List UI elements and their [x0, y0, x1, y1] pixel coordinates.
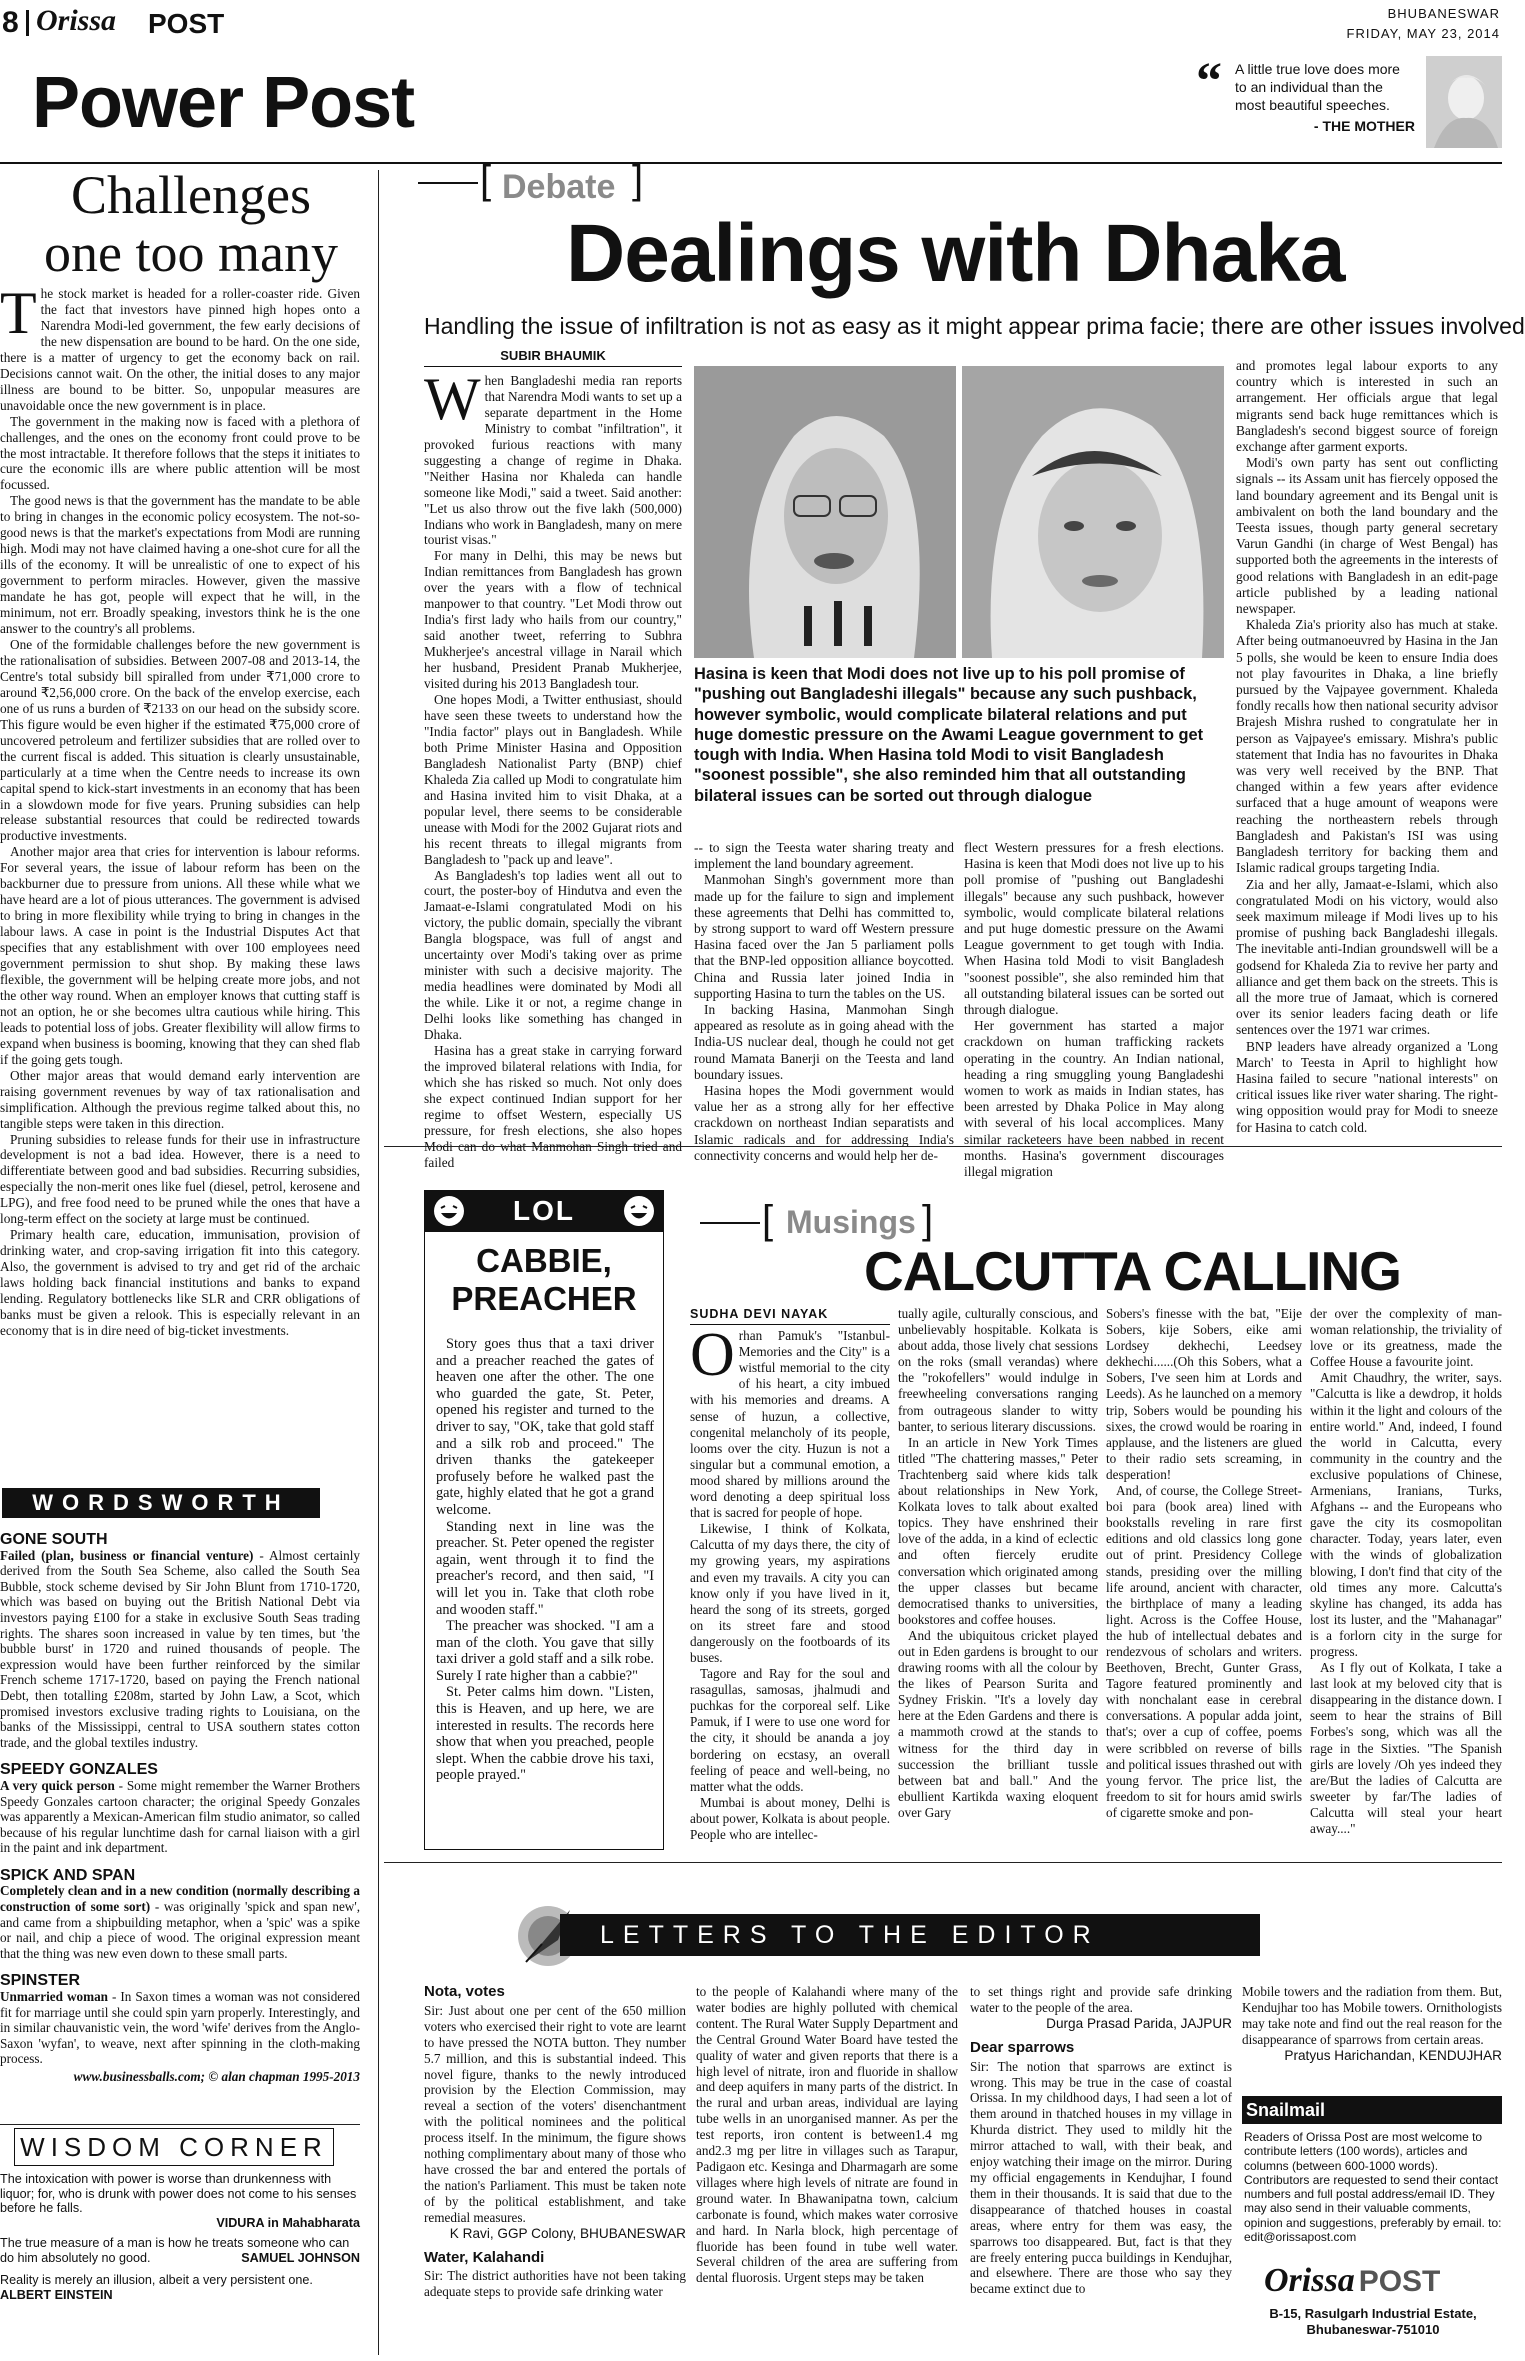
letter-body: to the people of Kalahandi where many of the water bodies are highly polluted with chemical content. The Rural Water Supply Department and the Central Ground Water Board have tested the quality of water and given reports that there is a high level of nitrate, iron and fluoride in shallow and deep aquifers in many parts of the district. In the rural and urban areas, individual are laying tube wells in an unorganised manner. As per the test reports, iron content is between1.4 mg and2.3 mg per litre in villages such as Tarapur, Padigaon etc. Kesinga and Dharmagarh are some villages where high levels of nitrate are found in ground water. In Bhawanipatna town, calcium carbonate is found, which makes water corrosive and hard. In Narla block, high percentage of fluoride has been found in tube well water. Several children of the area are suffering from dental fluorosis. Urgent steps may be taken	[696, 1984, 958, 2286]
debate-bottom-rule	[384, 1146, 1502, 1147]
wisdom-author: VIDURA in Mahabharata	[216, 2215, 360, 2230]
masthead-quote: A little true love does more to an individual than the most beautiful speeches.	[1235, 61, 1400, 113]
lol-paragraph: St. Peter calms him down. "Listen, this is Heaven, and up here, we are interested in results. The records here show that when you preached, people slept. When the cabbie drove his taxi, people prayed."	[436, 1684, 654, 1784]
debate-column-1	[424, 348, 682, 1170]
letters-banner-label: LETTERS TO THE EDITOR	[600, 1921, 1100, 1949]
wisdom-banner: WISDOM CORNER	[14, 2128, 334, 2166]
letters-column-1	[424, 1984, 686, 2354]
musings-column-3	[1106, 1306, 1302, 1846]
wisdom-author: ALBERT EINSTEIN	[0, 2287, 113, 2302]
musings-byline: SUDHA DEVI NAYAK	[690, 1306, 890, 1325]
wisdom-quote: The true measure of a man is how he treats someone who can do him absolutely no good.	[0, 2236, 350, 2265]
debate-paragraph: Khaleda Zia's priority also has much at stake. After being outmanoeuvred by Hasina in the Jan 5 polls, she would be keen to ensure India does not play favourites in Dhaka, a line briefly pursued by the Vajpayee government. Khaleda fondly recalls how then national security advisor Brajesh Mishra rushed to congratulate her in person as Vajpayee's emissary. Mishra's public statement that India has no favourites in Dhaka was very well received by the BNP. That changed within a few years after evidence surfaced that a huge amount of weapons were reaching the northeastern rebels through Bangladesh and Pakistan's ISI was using Bangladesh territory for backing them and Islamic radical groups targeting India.	[1236, 617, 1498, 876]
editorial-paragraph: Another major area that cries for intervention is labour reforms. For several years, the issue of labour reform has been on the backburner due to pressure from unions. All these while what we have heard are a lot of pious utterances. The government is advised to bring in more flexibility while trying to bring in changes in the labour laws. A case in point is the Industrial Disputes Act that specifies that any establishment with over 100 employees need government permission to shut shop. By making these laws flexible, the government will be helping create more jobs, and not the other way round. When an employer knows that cutting staff is not an option, he or she becomes ultra cautious while hiring. This leads to potential loss of jobs. Greater flexibility will allow firms to expand when business is booming, knowing that they can shed flab if the going gets tough.	[0, 844, 360, 1067]
letters-column-3	[970, 1984, 1232, 2354]
editorial-paragraph: Other major areas that would demand early intervention are raising government revenues by way of tax rationalisation and simplification. Although the previous regime talked about this, no tangible steps were taken in this direction.	[0, 1067, 360, 1131]
debate-kicker-rule	[418, 182, 478, 184]
lol-banner-label: LOL	[513, 1195, 575, 1226]
wordsworth-definition: A very quick person	[0, 1777, 115, 1793]
debate-column-2	[694, 840, 954, 1163]
masthead-divider	[26, 10, 29, 36]
paper-name-suffix: POST	[148, 8, 225, 39]
lol-paragraph: Standing next in line was the preacher. St. Peter opened the register again, went through it to find the preacher's record, and then said, "I will let you in. Take that cloth robe and wooden staff."	[436, 1518, 654, 1618]
wordsworth-text: - Some might remember the Warner Brothers Speedy Gonzales cartoon character; the original Speedy Gonzales was apparently a Mexican-American film studio animator, so called because of his regular lunchtime dash for carnal liaison with a girl in the paint and ink department.	[0, 1777, 360, 1856]
debate-paragraph: One hopes Modi, a Twitter enthusiast, should have seen these tweets to understand how the "India factor" plays out in Bangladesh. While both Prime Minister Hasina and Opposition Bangladesh Nationalist Party (BNP) chief Khaleda Zia called up Modi to congratulate him and Hasina invited him to visit Dhaka, at a popular level, there seems to be considerable unease with Modi for the 2002 Gujarat riots and his recent threats to illegal migrants from Bangladesh to "pack up and leave".	[424, 692, 682, 867]
debate-kicker-bracket-close: ]	[632, 158, 644, 202]
lol-banner	[424, 1190, 664, 1232]
debate-headline: Dealings with Dhaka	[566, 208, 1345, 299]
debate-paragraph: Modi's own party has sent out conflicting signals -- its Assam unit has fiercely opposed the land boundary agreement and its Bengal unit is ambivalent on both the land boundary and the Teesta issues, though party general secretary Varun Gandhi (in charge of West Bengal) has supported both the agreements in the interests of good relations with Bangladesh in an edit-page article published by a leading national newspaper.	[1236, 455, 1498, 617]
letter-body: to set things right and provide safe drinking water to the people of the area.	[970, 1984, 1232, 2015]
debate-paragraph: For many in Delhi, this may be news but Indian remittances from Bangladesh has grown over the years with a flow of technical manpower to that country. "Let Modi throw out India's first lady who hails from our country," said another tweet, referring to Subhra Mukherjee's ancestral village in Narail which her husband, President Pranab Mukherjee, visited during his 2013 Bangladesh tour.	[424, 548, 682, 692]
lol-headline	[424, 1242, 664, 1318]
snailmail-address-line2: Bhubaneswar-751010	[1306, 2322, 1440, 2337]
city-label: BHUBANESWAR	[1387, 6, 1500, 21]
musings-headline: CALCUTTA CALLING	[864, 1240, 1401, 1302]
letters-column-2	[696, 1984, 958, 2354]
wordsworth-text: - was originally 'spick and span new', and came from a shipbuilding metaphor, when a 'spic' was a spike or nail, and chip a piece of wood. The original expression meant that the thing was new even down to these small parts.	[0, 1899, 360, 1961]
debate-paragraph: and promotes legal labour exports to any country which is interested in such an arrangement. Her officials argue that legal migrants send back huge remittances which is Bangladesh's second biggest source of foreign exchange after garment exports.	[1236, 358, 1498, 455]
lol-headline-line2: PREACHER	[451, 1280, 637, 1317]
wordsworth-credit: www.businessballs.com; © alan chapman 1995-2013	[73, 2069, 360, 2084]
editorial-paragraph: The good news is that the government has the mandate to be able to bring in changes in the economic policy ecosystem. The not-so-good news is that the market's expectations from Modi are running high. Modi may not have claimed having a one-shot cure for all the ills of the economy. It will be unrealistic of one to expect of his government to perform miracles. However, given the massive mandate he has got, people will expect that he will, in the minimum, not err. Broadly speaking, investors think he is the one answer to the country's all problems.	[0, 493, 360, 637]
wordsworth-banner: WORDSWORTH	[2, 1488, 320, 1518]
quote-mark-icon: “	[1196, 53, 1222, 110]
musings-paragraph: tually agile, culturally conscious, and unbelievably hospitable. Kolkata is about adda, those lively chat sessions on the roks (small verandas) where the "rokofellers" would indulge in freewheeling conversations ranging from outrageous slander to witty banter, to serious literary discussions.	[898, 1306, 1098, 1434]
wordsworth-term: SPINSTER	[0, 1972, 81, 1990]
wordsworth-text: - In Saxon times a woman was not considered fit for marriage until she could spin yarn properly. Interestingly, and in similar chauvanistic vein, the word 'wife' derives from the Anglo-Saxon 'wyfan', to weave, next after spinning in the cloth-making process.	[0, 1989, 360, 2067]
khaleda-zia-photo	[962, 366, 1224, 658]
editorial-paragraph: The government in the making now is faced with a plethora of challenges, and the ones on the economy front could prove to be the most intractable. It therefore follows that the steps it initiates to cure the economic ills are where public attention will be most focussed.	[0, 413, 360, 493]
musings-paragraph: der over the complexity of man-woman relationship, the triviality of love or its greatness, made the Coffee House a favourite joint.	[1310, 1306, 1502, 1370]
musings-paragraph: And, of course, the College Street-boi para (book area) lined with bookstalls reveling in rare first editions and old classics long gone out of print. Presidency College stands, presiding over the milling life around, ancient with character, the birthplace of many a leading light. Across is the Coffee House, the hub of intellectual debates and rendezvous of scholars and writers. Beethoven, Brecht, Gunter Grass, Tagore featured prominently and with nonchalant ease in cerebral conversations. A popular adda joint, that's; over a cup of coffee, poems were scribbled on reverse of bills and political issues thrashed out with young fervor. The price list, the freedom to sit for hours amid swirls of cigarette smoke and pon-	[1106, 1483, 1302, 1820]
wordsworth-body	[0, 1530, 360, 2120]
debate-paragraph: As Bangladesh's top ladies went all out to court, the poster-boy of Hindutva and even the Jamaat-e-Islami congratulated Modi on his victory, the public domain, specially the vibrant Bangla blogspace, was full of angst and uncertainty over Modi's taking over as prime minister with such a decisive majority. The media headlines were dominated by Modi all the while. Like it or not, a regime change in Delhi looks like something has changed in Dhaka.	[424, 867, 682, 1043]
wisdom-author: SAMUEL JOHNSON	[241, 2250, 360, 2265]
sheikh-hasina-photo	[694, 366, 956, 658]
musings-paragraph: Amit Chaudhry, the writer, says. "Calcutta is like a dewdrop, it holds within it the light and colours of the entire world." And, indeed, I found the world in Calcutta, every community in the country and the exclusive populations of Chinese, Armenians, Iranians, Turks, Afghans -- and the Europeans who gave the city its cosmopolitan character. Today, years later, even with the winds of globalization blowing, I don't find that city of the old times any more. Calcutta's skyline has changed, its adda has lost its luster, and the "Mahanagar" is a forlorn city in the surge for progress.	[1310, 1370, 1502, 1659]
letter-body: Sir: Just about one per cent of the 650 million voters who exercised their right to vote are learnt to have pressed the NOTA button. They number 5.7 million, and this is substantial indeed. This novel figure, thanks to the newly introduced provision by the Election Commission, may reveal a section of the voters' disenchantment with the political nominees and the political process itself. In the minimum, the figure shows nothing complimentary about many of those who have crossed the bar and entered the portals of the nation's Parliament. This must be taken note of by the political establishment, and take remedial measures.	[424, 2002, 686, 2225]
snailmail-address	[1244, 2306, 1502, 2338]
editorial-drop-cap: T	[0, 280, 37, 346]
paper-name: Orissa	[36, 4, 117, 37]
letter-body: Sir: The notion that sparrows are extinct is wrong. This may be true in the case of coastal Orissa. In my childhood days, I had seen a lot of them around in thatched houses in my village in Khurda district. They used to mildly hit the mirror attached to wall, with their beak, and enjoy watching their image on the mirror. During my official engagements in Kendujhar, I found them in their thousands. It is said that due to the disappearance of thatched houses in coastal areas, where entry for them was easy, the sparrows too disappeared. But, fact is that they are freely entering pucca buildings in Kendujhar, and elsewhere. There are those who say they became extinct due to	[970, 2058, 1232, 2297]
musings-kicker-rule	[700, 1222, 760, 1224]
musings-column-4	[1310, 1306, 1502, 1846]
debate-paragraph: Zia and her ally, Jamaat-e-Islami, which also congratulated Modi on his victory, would also seek maximum mileage if Modi lives up to his promise of pushing back Bangladeshi illegals. The inevitable anti-Indian groundswell will be a godsend for Khaleda Zia to revive her party and alliance and get them back on the streets. This is all the more true of Jamaat, which is cornered over its senior leaders facing death or life sentences over the 1971 war crimes.	[1236, 876, 1498, 1038]
debate-byline: SUBIR BHAUMIK	[424, 348, 682, 367]
letter-signoff: K Ravi, GGP Colony, BHUBANESWAR	[449, 2225, 686, 2241]
debate-paragraph: Hasina hopes the Modi government would value her as a strong ally for her effective crackdown on northeast Indian separatists and Islamic radicals and for addressing India's connectivity concerns and would help her de-	[694, 1083, 954, 1163]
section-title: Power Post	[32, 63, 415, 143]
musings-paragraph: Tagore and Ray for the soul and rasagullas, samosas, jhalmudi and puchkas for the corporeal self. Like Pamuk, if I were to use one word for the city, it should be ananda a joy bordering on ecstasy, an overall feeling of peace and well-being, no matter what the odds.	[690, 1666, 890, 1794]
musings-paragraph: And the ubiquitous cricket played out in Eden gardens is brought to our drawing rooms with all the colour by the likes of Pearson Surita and Sydney Friskin. "It's a lovely day here at the Eden Gardens and there is a mammoth crowd at the stands to witness for the third day in succession the brilliant tussle between bat and ball." And the ebullient Kartikda waxing eloquent over Gary	[898, 1627, 1098, 1820]
lol-body	[436, 1336, 654, 1836]
debate-paragraph: -- to sign the Teesta water sharing treaty and implement the land boundary agreement.	[694, 840, 954, 872]
date-label: FRIDAY, MAY 23, 2014	[1346, 26, 1500, 41]
musings-column-2	[898, 1306, 1098, 1846]
editorial-headline-line1: Challenges	[71, 165, 311, 225]
editorial-headline	[0, 166, 382, 282]
wordsworth-term: GONE SOUTH	[0, 1531, 108, 1548]
debate-drop-cap: W	[424, 365, 481, 432]
musings-column-1	[690, 1306, 890, 1846]
masthead-rule	[0, 162, 1502, 164]
page-number: 8	[2, 6, 19, 39]
snailmail-brand-suffix: POST	[1358, 2265, 1441, 2298]
wisdom-rule	[0, 2124, 360, 2125]
debate-paragraph: hen Bangladeshi media ran reports that Narendra Modi wants to set up a separate department in the Home Ministry to combat "infiltration", it provoked furious reactions with many suggesting a change of regime in Dhaka. "Neither Hasina nor Khaleda can handle someone like Modi," said a tweet. Said another: "Let us also throw out the five lakh (500,000) Indians who work in Bangladesh, many on mere tourist visas."	[424, 372, 682, 548]
letter-title: Dear sparrows	[970, 2038, 1075, 2056]
editorial-body	[0, 280, 360, 1471]
debate-column-3	[964, 840, 1224, 1180]
letters-column-4	[1242, 1984, 1502, 2064]
debate-paragraph: BNP leaders have already organized a 'Long March' to Teesta in April to highlight how Hasina failed to secure "national interests" on critical issues like river water sharing. The right-wing opposition would pray for Modi to sneeze for Hasina to catch cold.	[1236, 1038, 1498, 1135]
letter-signoff: Durga Prasad Parida, JAJPUR	[1046, 2015, 1232, 2031]
debate-standfirst: Handling the issue of infiltration is not as easy as it might appear prima facie; there are other issues involved	[424, 313, 1525, 339]
debate-paragraph: Hasina has a great stake in carrying forward the improved bilateral relations with India, for which she has risked so much. Not only does she expect continued Indian support for her regime to offset Western, especially US pressure, for fresh elections, she also hopes Modi can do what Manmohan Singh tried and failed	[424, 1042, 682, 1170]
musings-paragraph: As I fly out of Kolkata, I take a last look at my beloved city that is disappearing in the distance down. I seem to hear the strains of Bill Forbes's song, which was all the rage in the Sixties. "The Spanish girls are lovely /Oh yes indeed they are/But the ladies of Calcutta are sweeter by far/The ladies of Calcutta will steal your heart away...."	[1310, 1660, 1502, 1836]
musings-paragraph: Sobers's finesse with the bat, "Eije Sobers, kije Sobers, eike ami Lordsey dekhechi, Leedsey dekhechi......(Oh this Sobers, what a Sobers, I've seen him at Lords and Leeds). As he launched on a memory trip, Sobers would be pounding his sixes, the crowd would be roaring in applause, and the listeners are glued to their radio sets screaming, in desperation!	[1106, 1306, 1302, 1482]
letter-body: Sir: The district authorities have not been taking adequate steps to provide safe drinking water	[424, 2268, 686, 2300]
musings-kicker-bracket-open: [	[762, 1198, 774, 1242]
editorial-paragraph: Pruning subsidies to release funds for their use in infrastructure development is not a bad idea. However, there is a need to differentiate between good and bad subsidies. Recurring subsidies, especially the non-merit ones like fuel (diesel, petrol, kerosene and LPG), and free food need to be pruned while the ones that have a long-term effect on the society at large must be continued.	[0, 1131, 360, 1227]
debate-column-4	[1236, 358, 1498, 1138]
laughing-face-icon	[622, 1194, 656, 1228]
debate-photo-caption: Hasina is keen that Modi does not live up to his poll promise of "pushing out Bangladeshi illegals" because any such pushback, however symbolic, would complicate bilateral relations and put huge domestic pressure on the Awami League government to get tough with India. When Hasina told Modi to visit Bangladesh "soonest possible", she also reminded him that all outstanding bilateral issues can be sorted out through dialogue	[694, 665, 1204, 805]
editorial-paragraph: he stock market is headed for a roller-coaster ride. Given the fact that investors have pinned high hopes onto a Narendra Modi-led government, the few early decisions of the new dispensation are bound to be hard. On the one side, there is a matter of urgency to get the economy back on rail. Decisions cannot wait. On the other, the initial doses to any major illness are bound to be bitter. So, unpopular measures are unavoidable once the new government is in place.	[0, 286, 360, 413]
lol-paragraph: Story goes thus that a taxi driver and a preacher reached the gates of heaven one after the other. The one who guarded the gate, St. Peter, opened his register and turned to the driver to say, "OK, take that gold staff and a silk rob and proceed." The driven thanks the gatekeeper profusely before he walked past the gate, highly elated that he got a grand welcome.	[436, 1336, 654, 1518]
wordsworth-definition: Failed (plan, business or financial venture)	[0, 1547, 254, 1563]
editorial-paragraph: One of the formidable challenges before the new government is the rationalisation of subsidies. Between 2007-08 and 2013-14, the Centre's total subsidy bill spiralled from under ₹71,000 crore to around ₹2,56,000 crore. On the back of the envelop exercise, each one of us runs a burden of ₹2133 on our head on the subsidy score. This figure would be even higher if the estimated ₹75,000 crore of uncovered petroleum and fertilizer subsidies that are rolled over to the current fiscal is added. This situation is clearly unsustainable, particularly at a time when the Centre needs to increase its own capital spend to kick-start investments in an economy that has been in a slowdown mode for five years. Pruning subsidies can help release substantial resources that could be redirected towards productive investments.	[0, 636, 360, 844]
debate-paragraph: flect Western pressures for a fresh elections. Hasina is keen that Modi does not live up to his poll promise of "pushing out Bangladeshi illegals" because any such pushback, however symbolic, would complicate bilateral relations and put huge domestic pressure on the Awami League government to get tough with India. When Hasina told Modi to visit Bangladesh "soonest possible", she also reminded him that all outstanding bilateral issues can be sorted out through dialogue.	[964, 840, 1224, 1018]
snailmail-brand-name: Orissa	[1264, 2262, 1355, 2299]
snailmail-body: Readers of Orissa Post are most welcome to contribute letters (100 words), articles and columns (between 600-1000 words). Contributors are requested to send their contact numbers and full postal address/email ID. They may also send in their valuable comments, opinion and suggestions, preferably by email. to: edit@orissapost.com	[1244, 2130, 1502, 2245]
masthead-quote-author: - THE MOTHER	[1313, 118, 1415, 134]
editorial-headline-line2: one too many	[44, 223, 338, 283]
musings-paragraph: Mumbai is about money, Delhi is about power, Kolkata is about people. People who are intellec-	[690, 1794, 890, 1842]
wordsworth-definition: Unmarried woman	[0, 1989, 109, 2005]
letter-title: Nota, votes	[424, 1983, 505, 2000]
musings-kicker-bracket-close: ]	[922, 1198, 934, 1242]
musings-paragraph: In an article in New York Times titled "The chattering masses," Peter Trachtenberg said where kids talk about relationships in New York, Kolkata loves to talk about exalted topics. They have enshrined their love of the adda, in a kind of eclectic and often fiercely erudite conversation which originated among the upper classes but became democratised thanks to universities, bookstores and coffee houses.	[898, 1434, 1098, 1627]
editorial-paragraph: Primary health care, education, immunisation, provision of drinking water, and crop-saving irrigation fit into this category. Also, the government is advised to try and get rid of the archaic laws holding back financial institutions and banks to expand lending. Regulatory bottlenecks like SLR and CRR obligations of banks must be given a relook. This is especially relevant in an economy that is in dire need of big-ticket investments.	[0, 1227, 360, 1338]
debate-kicker-bracket-open: [	[480, 158, 492, 202]
musings-kicker: Musings	[786, 1204, 916, 1240]
letter-signoff: Pratyus Harichandan, KENDUJHAR	[1284, 2047, 1502, 2063]
wisdom-quote: The intoxication with power is worse than drunkenness with liquor; for, who is drunk with power does not come to his senses before he falls.	[0, 2172, 357, 2216]
debate-paragraph: In backing Hasina, Manmohan Singh appeared as resolute as in going ahead with the India-US nuclear deal, though he could not get round Mamata Banerji on the Teesta and land boundary issues.	[694, 1002, 954, 1082]
lol-paragraph: The preacher was shocked. "I am a man of the cloth. You gave that silly taxi driver a gold staff and a silk robe. Surely I rate higher than a cabbie?"	[436, 1618, 654, 1684]
debate-paragraph: Her government has started a major crackdown on human trafficking rackets operating in the country. An Indian national, heading a ring smuggling young Bangladeshi women to work as maids in Indian states, has been arrested by Dhaka Police in May along with several of his local accomplices. Many similar racketeers have been nabbed in recent months. Hasina's government discourages illegal migration	[964, 1018, 1224, 1180]
snailmail-address-line1: B-15, Rasulgarh Industrial Estate,	[1269, 2306, 1477, 2321]
left-column-separator	[378, 170, 379, 2355]
musings-drop-cap: O	[690, 1321, 735, 1390]
letter-body: Mobile towers and the radiation from them. But, Kendujhar too has Mobile towers. Ornithologists may take note and find out the real reason for the disappearance of sparrows from certain areas.	[1242, 1984, 1502, 2047]
wisdom-body	[0, 2172, 360, 2302]
musings-paragraph: Likewise, I think of Kolkata, Calcutta of my days there, the city of my growing years, my aspirations and even my travails. A city you can know only if you have lived in it, heard the song of its streets, gorged on its street fare and stood dangerously on the footboards of its buses.	[690, 1521, 890, 1665]
wordsworth-text: - Almost certainly derived from the South Sea Scheme, also called the South Sea Bubble, stock scheme devised by Sir John Blunt from 1710-1720, which was based on buying out the British National Debt via investors paying £100 for a stake in exclusive South Seas trading rights. The shares soon increased in value by ten times, but 'the bubble burst' in 1720 and ruined thousands of people. The expression would have been further reinforced by the similar French scheme 1717-1720, based on paying the French national Debt, then totalling £208m, started by John Law, a Scot, which promised investors exclusive trading rights to Louisiana, on the banks of the Mississippi, central to USA southern states cotton trade, and the global textiles industry.	[0, 1547, 360, 1750]
the-mother-photo	[1426, 56, 1502, 148]
lol-headline-line1: CABBIE,	[476, 1242, 612, 1279]
wisdom-quote: Reality is merely an illusion, albeit a very persistent one.	[0, 2273, 313, 2288]
debate-kicker: Debate	[502, 168, 616, 206]
snailmail-banner: Snailmail	[1242, 2096, 1502, 2124]
wordsworth-term: SPICK AND SPAN	[0, 1866, 136, 1884]
letter-title: Water, Kalahandi	[424, 2248, 545, 2266]
musings-bottom-rule	[384, 1862, 1502, 1863]
musings-paragraph: rhan Pamuk's "Istanbul-Memories and the City" is a wistful memorial to the city of his heart, a city imbued with his memories and dreams. A sense of huzun, a collective, congenital melancholy of its people, looms over the city. Huzun is not a singular but a communal emotion, a mood shared by millions around the word denoting a deep spiritual loss that is sacred for people of hope.	[690, 1328, 890, 1521]
wordsworth-definition: Completely clean and in a new condition (normally describing a construction of some sort)	[0, 1883, 360, 1915]
debate-paragraph: Manmohan Singh's government more than made up for the failure to sign and implement these agreements that Delhi has committed to, by strong support to ward off Western pressure Hasina faced over the Jan 5 parliament polls that the BNP-led opposition alliance boycotted. China and Russia later joined India in supporting Hasina to turn the tables on the US.	[694, 872, 954, 1001]
wordsworth-term: SPEEDY GONZALES	[0, 1761, 158, 1779]
